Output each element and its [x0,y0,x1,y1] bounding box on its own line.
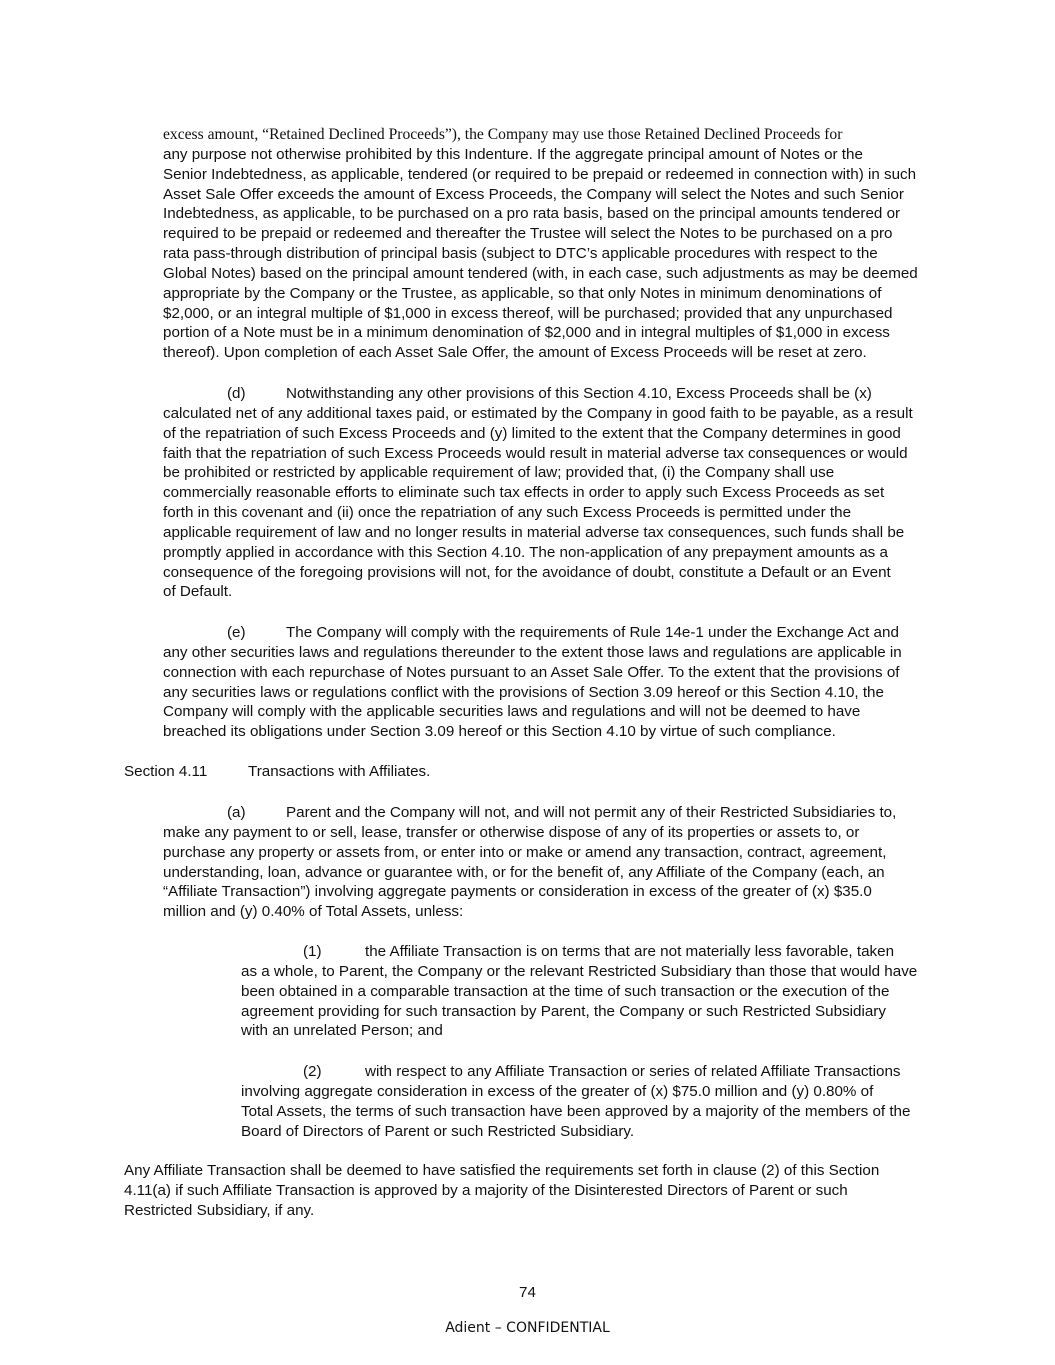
clause-text: with respect to any Affiliate Transaction or series of related Affiliate Transactions [365,1063,901,1080]
text-line: of Default. [163,583,233,601]
text-line: million and (y) 0.40% of Total Assets, unless: [163,903,464,921]
clause-label: (d) [227,385,246,402]
text-line: Restricted Subsidiary, if any. [124,1201,315,1219]
text-line: excess amount, “Retained Declined Proceeds”), the Company may use those Retained Declined Proceeds for [163,126,843,143]
text-line: Any Affiliate Transaction shall be deemed to have satisfied the requirements set forth in clause (2) of this Section [124,1162,880,1179]
clause-label: (a) [227,804,246,821]
text-line: thereof). Upon completion of each Asset Sale Offer, the amount of Excess Proceeds will be reset at zero. [163,344,867,362]
text-line: Indebtedness, as applicable, to be purchased on a pro rata basis, based on the principal amounts tendered or [163,205,901,223]
text-line: appropriate by the Company or the Trustee, as applicable, so that only Notes in minimum denominations of [163,284,882,302]
clause-label: (1) [303,943,322,960]
text-line: Total Assets, the terms of such transaction have been approved by a majority of the members of the [241,1102,911,1120]
text-line: Board of Directors of Parent or such Restricted Subsidiary. [241,1122,635,1140]
paragraph-clause-e [163,623,902,742]
section-number: Section 4.11 [124,763,208,780]
paragraph-closing [124,1161,879,1221]
text-line: make any payment to or sell, lease, transfer or otherwise dispose of any of its properties or assets to, or [163,823,860,841]
paragraph-clause-a [163,803,896,922]
text-line: purchase any property or assets from, or enter into or make or amend any transaction, contract, agreement, [163,843,887,861]
text-line [241,1062,910,1082]
text-line [163,803,896,823]
text-line: as a whole, to Parent, the Company or the relevant Restricted Subsidiary than those that would have [241,962,918,980]
clause-text: The Company will comply with the requirements of Rule 14e-1 under the Exchange Act and [286,624,899,641]
paragraph-clause-d [163,384,913,602]
text-line: consequence of the foregoing provisions will not, for the avoidance of doubt, constitute a Default or an Event [163,563,891,581]
text-line: been obtained in a comparable transaction at the time of such transaction or the execution of the [241,982,890,1000]
clause-label: (e) [227,624,246,641]
text-line: Senior Indebtedness, as applicable, tendered (or required to be prepaid or redeemed in connection with) in such [163,165,917,183]
text-line: Global Notes) based on the principal amount tendered (with, in each case, such adjustments as may be deemed [163,264,918,282]
text-line: involving aggregate consideration in excess of the greater of (x) $75.0 million and (y) 0.80% of [241,1082,874,1100]
text-line: “Affiliate Transaction”) involving aggregate payments or consideration in excess of the greater of (x) $35.0 [163,883,872,901]
text-line: promptly applied in accordance with this Section 4.10. The non-application of any prepayment amounts as a [163,543,888,561]
text-line: any securities laws or regulations conflict with the provisions of Section 3.09 hereof or this Section 4.10, the [163,683,884,701]
text-line [163,384,913,404]
text-line: faith that the repatriation of such Excess Proceeds would result in material adverse tax consequences or would [163,444,908,462]
text-line [163,623,902,643]
text-line: with an unrelated Person; and [241,1022,443,1040]
text-line: Company will comply with the applicable securities laws and regulations and will not be deemed to have [163,703,861,721]
text-line: Asset Sale Offer exceeds the amount of Excess Proceeds, the Company will select the Notes and such Senior [163,185,904,203]
text-line: be prohibited or restricted by applicable requirement of law; provided that, (i) the Company shall use [163,464,835,482]
text-line: applicable requirement of law and no longer results in material adverse tax consequences, such funds shall be [163,523,905,541]
section-heading [124,762,430,782]
text-line: connection with each repurchase of Notes pursuant to an Asset Sale Offer. To the extent that the provisions of [163,663,900,681]
text-line: any other securities laws and regulations thereunder to the extent those laws and regulations are applicable in [163,643,902,661]
paragraph-clause-2 [241,1062,910,1141]
confidential-footer: Adient – CONFIDENTIAL [445,1320,610,1336]
paragraph-clause-1 [241,942,917,1041]
text-line: $2,000, or an integral multiple of $1,000 in excess thereof, will be purchased; provided that any unpurchased [163,304,893,322]
text-line: rata pass-through distribution of principal basis (subject to DTC’s applicable procedures with respect to the [163,245,878,263]
clause-text: the Affiliate Transaction is on terms that are not materially less favorable, taken [365,943,895,960]
text-line: commercially reasonable efforts to eliminate such tax effects in order to apply such Excess Proceeds as set [163,484,885,502]
text-line [241,942,917,962]
paragraph-asset-sale-continuation [163,125,918,363]
text-line: any purpose not otherwise prohibited by this Indenture. If the aggregate principal amount of Notes or the [163,145,863,163]
page-number: 74 [519,1284,536,1301]
section-title: Transactions with Affiliates. [248,763,431,780]
clause-text: Notwithstanding any other provisions of this Section 4.10, Excess Proceeds shall be (x) [286,385,872,402]
text-line: understanding, loan, advance or guarantee with, or for the benefit of, any Affiliate of the Company (each, an [163,863,885,881]
text-line: required to be prepaid or redeemed and thereafter the Trustee will select the Notes to be purchased on a pro [163,225,893,243]
text-line: of the repatriation of such Excess Proceeds and (y) limited to the extent that the Company determines in good [163,424,901,442]
text-line: portion of a Note must be in a minimum denomination of $2,000 and in integral multiples of $1,000 in excess [163,324,890,342]
text-line: breached its obligations under Section 3.09 hereof or this Section 4.10 by virtue of such compliance. [163,723,836,741]
text-line: 4.11(a) if such Affiliate Transaction is approved by a majority of the Disinterested Directors of Parent or such [124,1181,848,1199]
text-line: calculated net of any additional taxes paid, or estimated by the Company in good faith to be payable, as a result [163,404,913,422]
text-line: forth in this covenant and (ii) once the repatriation of any such Excess Proceeds is permitted under the [163,504,852,522]
clause-text: Parent and the Company will not, and will not permit any of their Restricted Subsidiaries to, [286,804,897,821]
clause-label: (2) [303,1063,322,1080]
text-line: agreement providing for such transaction by Parent, the Company or such Restricted Subsidiary [241,1002,886,1020]
